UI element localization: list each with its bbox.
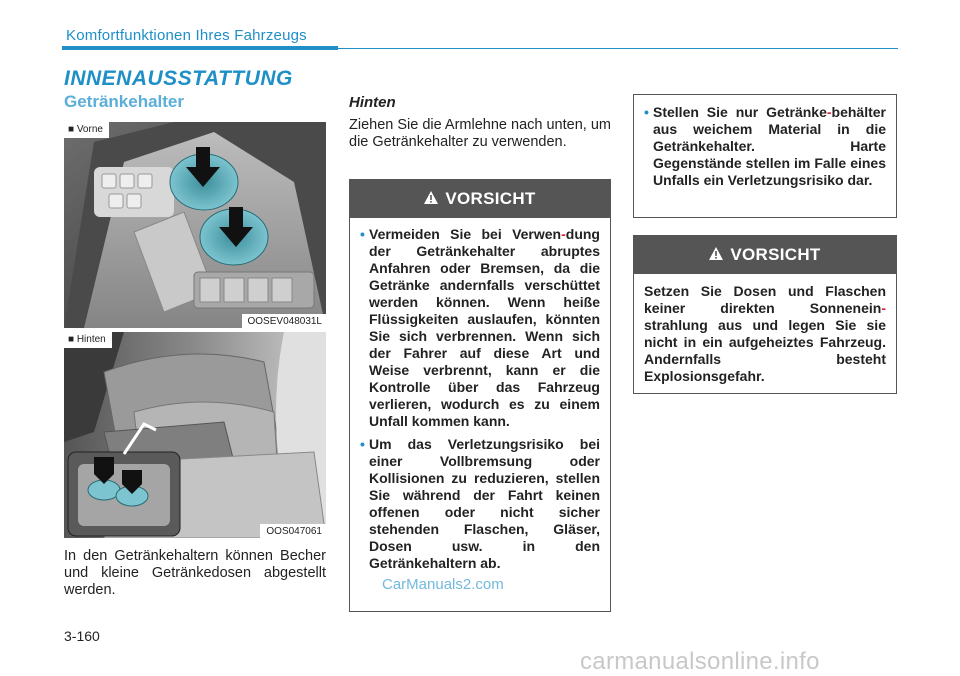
caution-header-2 bbox=[634, 236, 896, 274]
caution-box-2 bbox=[633, 235, 897, 394]
bullet-dot-icon: • bbox=[360, 436, 365, 452]
caution-title-2: VORSICHT bbox=[730, 245, 821, 264]
bullet-dot-icon: • bbox=[360, 226, 365, 242]
caution-header-1 bbox=[350, 180, 610, 218]
rear-photo-label: ■ Hinten bbox=[64, 332, 112, 348]
warning-triangle-icon bbox=[709, 245, 723, 265]
header-rule bbox=[338, 48, 898, 49]
watermark-footer: carmanualsonline.info bbox=[580, 648, 820, 675]
page-number: 3-160 bbox=[64, 628, 100, 644]
bullet-dot-icon: • bbox=[644, 104, 649, 120]
front-cupholder-photo bbox=[64, 122, 326, 328]
caution-text-2: Setzen Sie Dosen und Flaschen keiner direkten Sonnenein-strahlung aus und legen Sie sie nicht in ein aufgeheiztes Fahrzeug. Andernfalls besteht Explosionsgefahr. bbox=[644, 283, 886, 384]
caution-bullet: • Vermeiden Sie bei Verwen-dung der Getränkehalter abruptes Anfahren oder Bremsen, da die Getränke andernfalls verschüttet werden können. Wenn heiße Flüssigkeiten auslaufen, könnten Sie sich verbrennen. Wenn sich der Fahrer auf diese Art und Weise verbrennt, kann er die Kontrolle über das Fahrzeug verlieren, wodurch es zu einem Unfall kommen kann. bbox=[360, 226, 600, 429]
col1-paragraph: In den Getränkehaltern können Becher und kleine Getränkedosen abgestellt werden. bbox=[64, 548, 326, 598]
caution-box-1 bbox=[349, 179, 611, 612]
section-title: INNENAUSSTATTUNG bbox=[64, 67, 293, 90]
warning-triangle-icon bbox=[424, 189, 438, 209]
rear-cupholder-photo bbox=[64, 332, 326, 538]
rear-paragraph: Ziehen Sie die Armlehne nach unten, um die Getränkehalter zu verwenden. bbox=[349, 117, 611, 150]
caution-title-1: VORSICHT bbox=[445, 189, 536, 208]
header-rule-accent bbox=[62, 46, 338, 50]
info-box bbox=[633, 94, 897, 218]
rear-subheading: Hinten bbox=[349, 94, 396, 111]
front-photo-label: ■ Vorne bbox=[64, 122, 109, 138]
watermark-overlay: CarManuals2.com bbox=[382, 576, 504, 593]
caution-bullet: • Um das Verletzungsrisiko bei einer Vollbremsung oder Kollisionen zu reduzieren, stellen Sie während der Fahrt keinen offenen oder nicht sicher stehenden Flaschen, Gläser, Dosen usw. in den Getränkehaltern ab. bbox=[360, 436, 600, 571]
running-header: Komfortfunktionen Ihres Fahrzeugs bbox=[66, 27, 307, 44]
rear-photo-code: OOS047061 bbox=[260, 524, 326, 538]
subsection-title: Getränkehalter bbox=[64, 92, 184, 111]
front-photo-code: OOSEV048031L bbox=[242, 314, 327, 328]
info-bullet: • Stellen Sie nur Getränke-behälter aus weichem Material in die Getränkehalter. Harte Gegenstände stellen im Falle eines Unfalls ein Verletzungsrisiko dar. bbox=[644, 104, 886, 188]
